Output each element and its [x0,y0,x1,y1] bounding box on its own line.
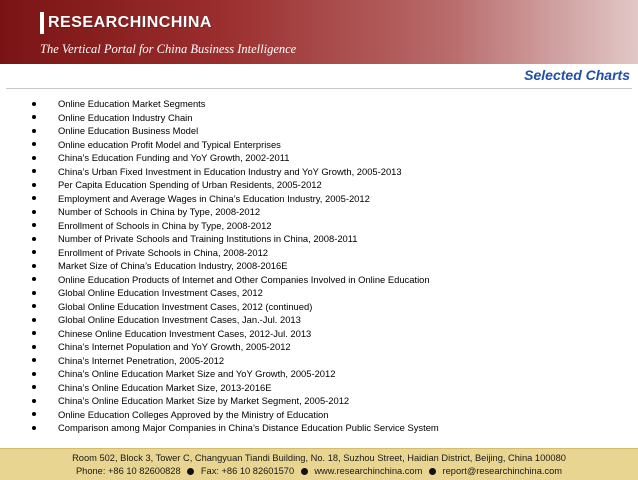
chart-list-item-label: Global Online Education Investment Cases, Jan.-Jul. 2013 [58,314,301,325]
bullet-icon [32,196,36,200]
logo [40,10,212,36]
page-header [0,0,638,66]
chart-list-item [32,192,632,206]
chart-list-item [32,286,632,300]
chart-list-item [32,138,632,152]
chart-list-item [32,421,632,435]
bullet-icon [32,412,36,416]
bullet-icon [32,426,36,430]
bullet-icon [32,210,36,214]
header-divider [0,64,638,66]
footer-contact [0,466,638,476]
chart-list-item-label: Online Education Colleges Approved by the Ministry of Education [58,408,329,420]
chart-list-item-label: Number of Schools in China by Type, 2008-2012 [58,206,261,217]
chart-list-item [32,273,632,287]
bullet-icon [32,250,36,254]
chart-list-item [32,313,632,327]
chart-list-item [32,408,632,422]
bullet-icon [32,183,36,187]
chart-list-item [32,232,632,246]
chart-list-item [32,300,632,314]
chart-list-item-label: China’s Education Funding and YoY Growth, 2002-2011 [58,152,290,163]
chart-list-item-label: Online Education Industry Chain [58,111,193,123]
bullet-icon [32,223,36,227]
bullet-icon [32,264,36,268]
chart-list-item-label: Online education Profit Model and Typical Enterprises [58,138,281,150]
chart-list-item-label: China’s Online Education Market Size and YoY Growth, 2005-2012 [58,368,336,379]
chart-list-item-label: China’s Online Education Market Size by Market Segment, 2005-2012 [58,395,350,406]
chart-list-item-label: China’s Online Education Market Size, 2013-2016E [58,381,272,393]
chart-list-item [32,246,632,260]
chart-list-item [32,367,632,381]
bullet-icon [32,304,36,308]
bullet-icon [32,331,36,335]
bullet-icon [32,399,36,403]
chart-list-item-label: Number of Private Schools and Training Institutions in China, 2008-2011 [58,233,358,244]
chart-list-item [32,340,632,354]
footer-fax: Fax: +86 10 82601570 [200,466,295,476]
chart-list-item-label: Online Education Business Model [58,125,199,136]
footer-address: Room 502, Block 3, Tower C, Changyuan Tiandi Building, No. 18, Suzhou Street, Haidian District, Beijing, China 100080 [72,453,566,463]
bullet-icon [32,318,36,322]
logo-bracket-icon [40,12,44,34]
bullet-icon [32,372,36,376]
page-footer [0,448,638,480]
bullet-icon [32,291,36,295]
separator-dot-icon [187,468,194,475]
chart-list-item-label: Global Online Education Investment Cases, 2012 (continued) [58,300,313,312]
chart-list-item [32,205,632,219]
chart-list-item-label: China’s Internet Population and YoY Growth, 2005-2012 [58,341,291,352]
chart-list-item [32,327,632,341]
chart-list-item [32,219,632,233]
bullet-icon [32,129,36,133]
bullet-icon [32,345,36,349]
bullet-icon [32,142,36,146]
separator-dot-icon [429,468,436,475]
chart-list-item-label: Online Education Products of Internet and Other Companies Involved in Online Education [58,273,430,285]
chart-list-item-label: China’s Internet Penetration, 2005-2012 [58,354,225,366]
chart-list-item-label: Global Online Education Investment Cases, 2012 [58,287,263,298]
chart-list-item-label: Comparison among Major Companies in China’s Distance Education Public Service System [58,422,439,433]
tagline: The Vertical Portal for China Business Intelligence [40,42,297,56]
chart-list-item [32,151,632,165]
chart-list-item-label: Employment and Average Wages in China’s Education Industry, 2005-2012 [58,192,370,204]
footer-website-link[interactable]: www.researchinchina.com [314,466,423,476]
chart-list-item [32,354,632,368]
section-title: Selected Charts [524,67,630,83]
bullet-icon [32,358,36,362]
chart-list-item [32,178,632,192]
bullet-icon [32,156,36,160]
chart-list-item [32,111,632,125]
chart-list-item-label: Per Capita Education Spending of Urban Residents, 2005-2012 [58,179,322,190]
bullet-icon [32,102,36,106]
chart-list-item [32,259,632,273]
chart-list-item-label: China’s Urban Fixed Investment in Education Industry and YoY Growth, 2005-2013 [58,165,402,177]
chart-list-item-label: Market Size of China’s Education Industry, 2008-2016E [58,260,288,271]
chart-list [32,97,632,435]
footer-email-link[interactable]: report@researchinchina.com [442,466,563,476]
chart-list-item [32,165,632,179]
chart-list-item-label: Enrollment of Private Schools in China, 2008-2012 [58,246,269,258]
chart-list-item [32,97,632,111]
chart-list-item [32,124,632,138]
chart-list-item-label: Online Education Market Segments [58,98,206,109]
footer-phone: Phone: +86 10 82600828 [75,466,181,476]
bullet-icon [32,385,36,389]
chart-list-item [32,394,632,408]
bullet-icon [32,277,36,281]
bullet-icon [32,115,36,119]
chart-list-item-label: Enrollment of Schools in China by Type, 2008-2012 [58,219,272,231]
title-divider [6,88,632,89]
logo-text: RESEARCHINCHINA [48,14,212,31]
chart-list-item [32,381,632,395]
bullet-icon [32,169,36,173]
bullet-icon [32,237,36,241]
chart-list-item-label: Chinese Online Education Investment Cases, 2012-Jul. 2013 [58,327,312,339]
separator-dot-icon [301,468,308,475]
